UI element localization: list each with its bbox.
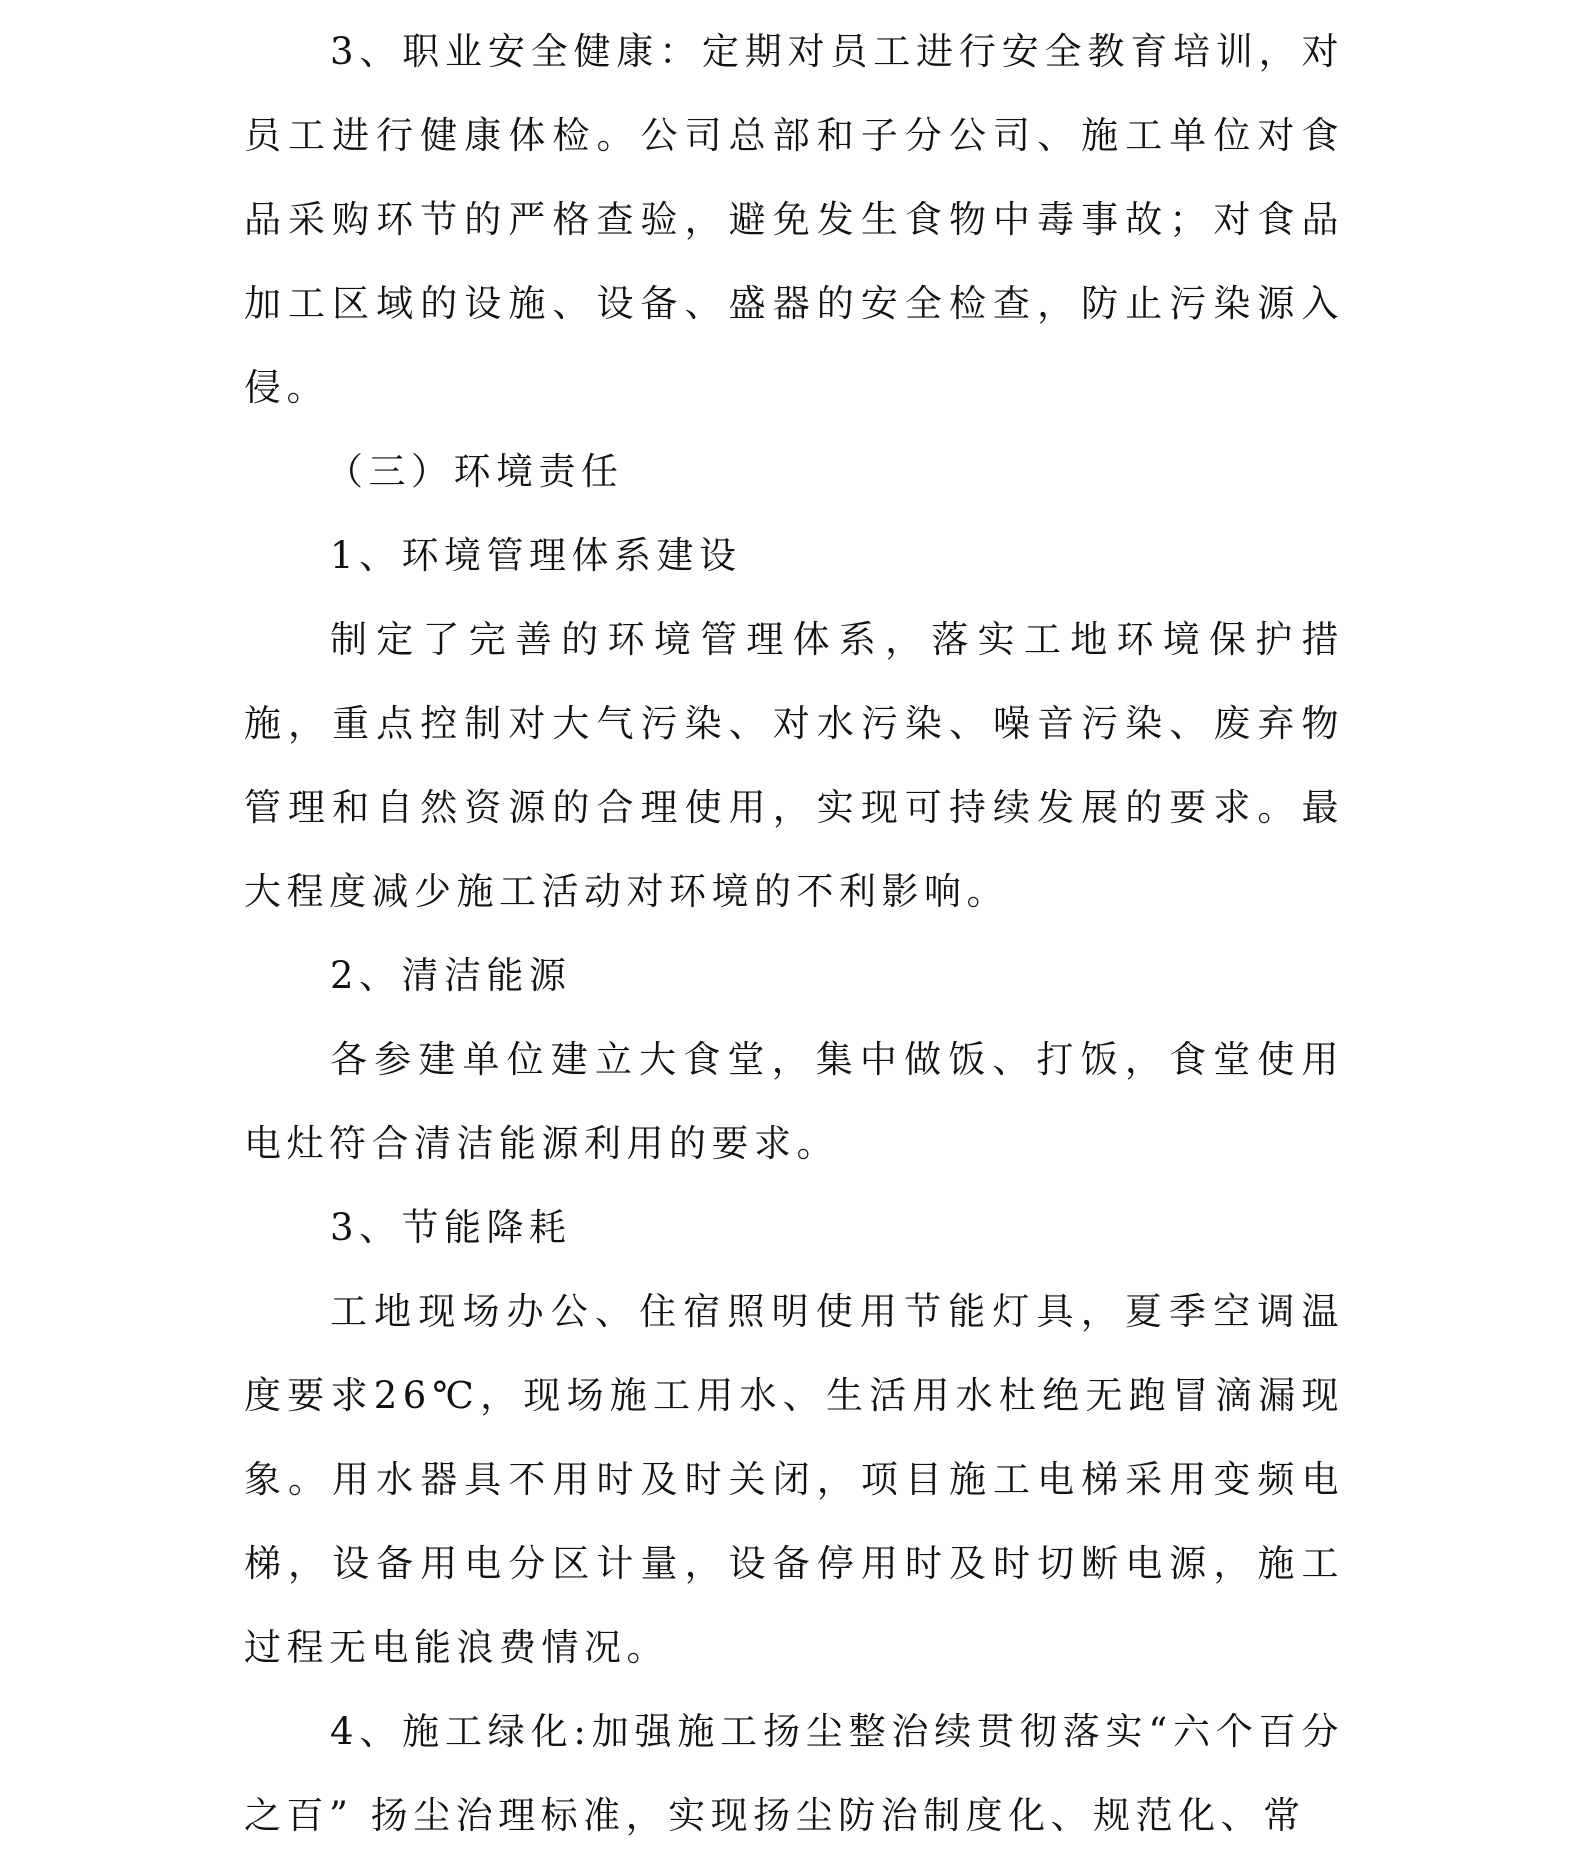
document-body xyxy=(244,10,1344,1858)
section-heading-environmental-responsibility: （三）环境责任 xyxy=(326,450,624,493)
paragraph-occupational-safety: 3、职业安全健康：定期对员工进行安全教育培训，对员工进行健康体检。公司总部和子分公司、施工单位对食品采购环节的严格查验，避免发生食物中毒事故；对食品加工区域的设施、设备、盛器的安全检查，防止污染源入侵。 xyxy=(244,30,1344,409)
paragraph-environmental-management: 制定了完善的环境管理体系，落实工地环境保护措施，重点控制对大气污染、对水污染、噪音污染、废弃物管理和自然资源的合理使用，实现可持续发展的要求。最大程度减少施工活动对环境的不利影响。 xyxy=(244,618,1344,913)
subheading-clean-energy: 2、清洁能源 xyxy=(330,954,572,997)
paragraph-clean-energy: 各参建单位建立大食堂，集中做饭、打饭，食堂使用电灶符合清洁能源利用的要求。 xyxy=(244,1038,1344,1165)
subheading-environmental-management: 1、环境管理体系建设 xyxy=(330,534,742,577)
paragraph-energy-saving: 工地现场办公、住宿照明使用节能灯具，夏季空调温度要求26℃，现场施工用水、生活用水杜绝无跑冒滴漏现象。用水器具不用时及时关闭，项目施工电梯采用变频电梯，设备用电分区计量，设备停用时及时切断电源，施工过程无电能浪费情况。 xyxy=(244,1290,1344,1669)
subheading-energy-saving: 3、节能降耗 xyxy=(330,1206,572,1249)
paragraph-construction-greening: 4、施工绿化:加强施工扬尘整治续贯彻落实“六个百分之百” 扬尘治理标准，实现扬尘防治制度化、规范化、常 xyxy=(244,1710,1344,1837)
